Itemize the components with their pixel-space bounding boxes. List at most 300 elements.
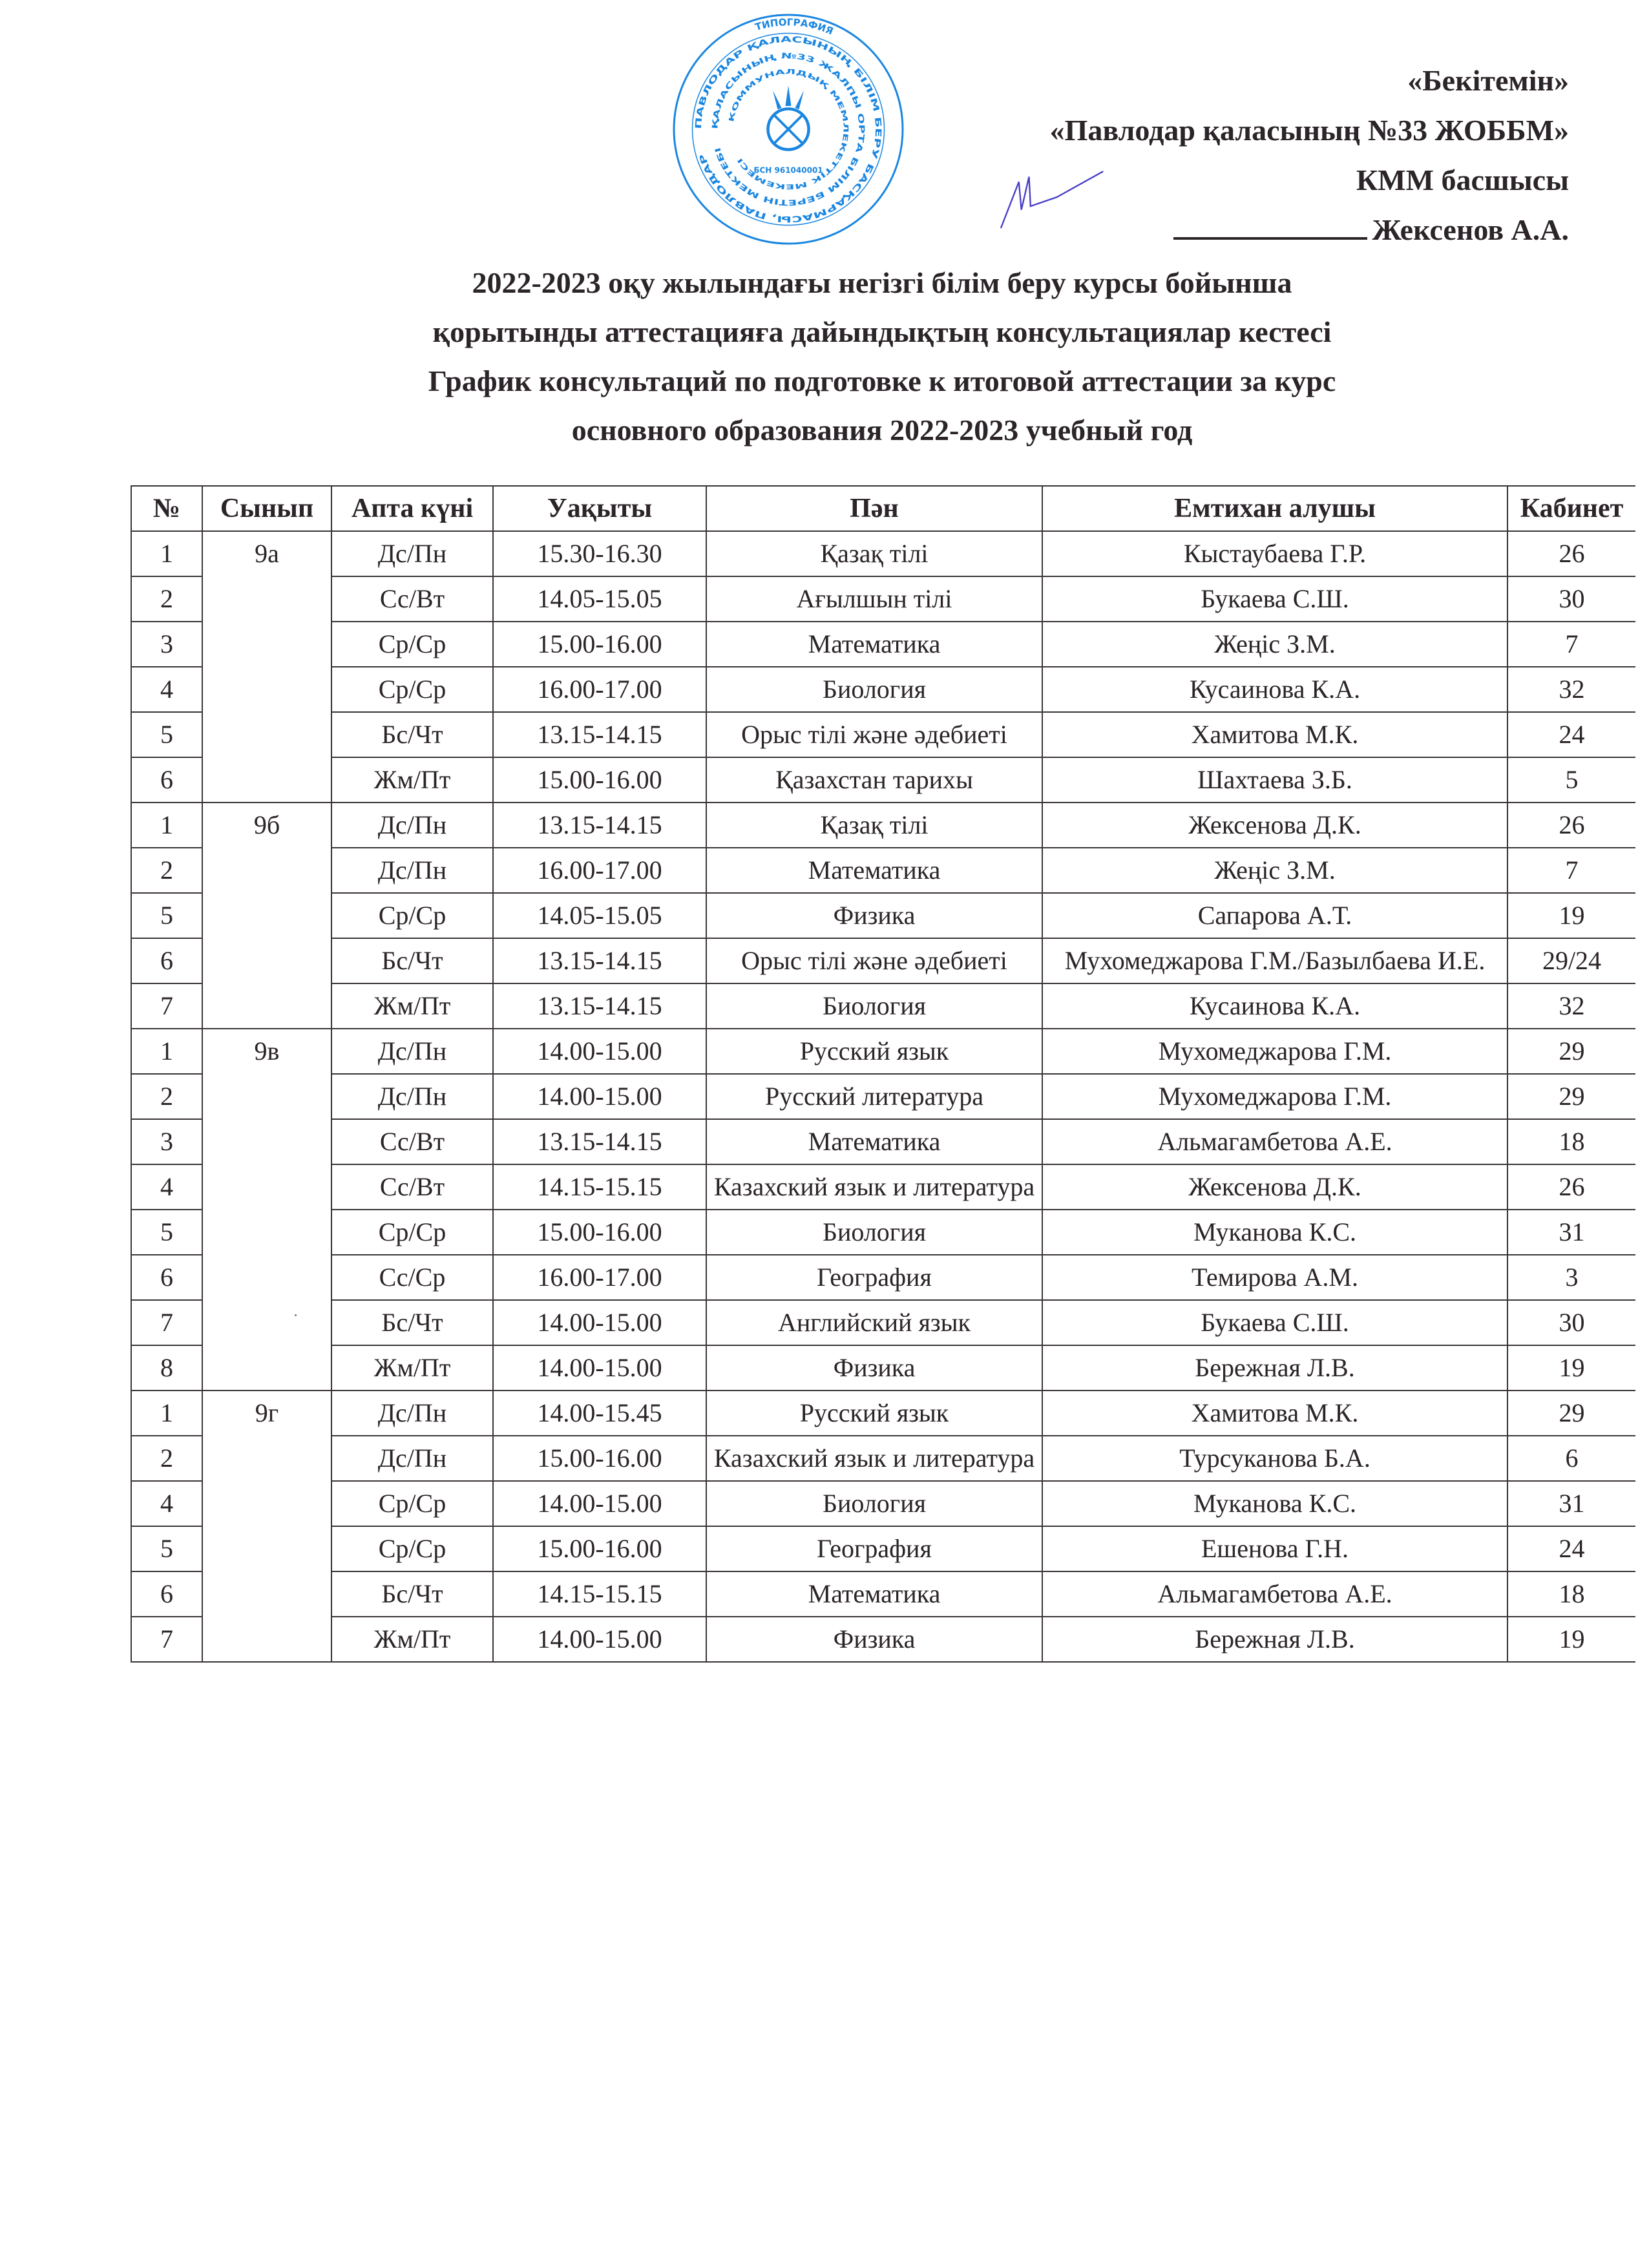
row-weekday: Дс/Пн bbox=[377, 1444, 447, 1473]
row-weekday: Сс/Ср bbox=[379, 1263, 446, 1292]
row-weekday-cell bbox=[331, 1391, 493, 1436]
row-time: 13.15-14.15 bbox=[537, 720, 662, 749]
row-examiner: Мухомеджарова Г.М. bbox=[1158, 1036, 1392, 1066]
row-room: 30 bbox=[1559, 584, 1585, 613]
table-row bbox=[131, 1300, 1635, 1345]
row-examiner: Ешенова Г.Н. bbox=[1201, 1534, 1349, 1563]
row-subject-cell bbox=[706, 1345, 1042, 1391]
row-room-cell bbox=[1507, 938, 1635, 983]
row-subject: Қазахстан тарихы bbox=[775, 765, 973, 794]
row-room-cell bbox=[1507, 1481, 1635, 1526]
row-number: 3 bbox=[160, 629, 173, 658]
row-time: 16.00-17.00 bbox=[537, 675, 662, 704]
row-subject-cell bbox=[706, 1300, 1042, 1345]
row-subject: Русский литература bbox=[764, 1082, 984, 1111]
row-weekday-cell bbox=[331, 1436, 493, 1481]
row-room-cell bbox=[1507, 1617, 1635, 1662]
row-time: 14.00-15.00 bbox=[537, 1308, 662, 1337]
row-weekday-cell bbox=[331, 1481, 493, 1526]
table-row bbox=[131, 667, 1635, 712]
row-subject: Математика bbox=[808, 1579, 941, 1608]
row-number-cell bbox=[131, 1255, 202, 1300]
row-room-cell bbox=[1507, 576, 1635, 622]
row-examiner: Муканова К.С. bbox=[1193, 1217, 1357, 1246]
row-examiner: Мухомеджарова Г.М./Базылбаева И.Е. bbox=[1064, 946, 1486, 975]
row-room: 26 bbox=[1559, 810, 1585, 839]
row-weekday-cell bbox=[331, 1571, 493, 1617]
official-stamp bbox=[672, 13, 905, 246]
row-room: 18 bbox=[1559, 1579, 1585, 1608]
row-time: 14.15-15.15 bbox=[537, 1579, 662, 1608]
table-row bbox=[131, 1164, 1635, 1210]
row-examiner: Кыстаубаева Г.Р. bbox=[1183, 539, 1367, 568]
row-weekday-cell bbox=[331, 1164, 493, 1210]
row-subject: Физика bbox=[833, 901, 916, 930]
row-number-cell bbox=[131, 1029, 202, 1074]
row-room: 29 bbox=[1559, 1082, 1585, 1111]
row-examiner-cell bbox=[1042, 1300, 1507, 1345]
row-room-cell bbox=[1507, 622, 1635, 667]
row-examiner: Бережная Л.В. bbox=[1195, 1353, 1355, 1382]
row-subject: Қазақ тілі bbox=[820, 539, 929, 568]
row-time: 14.05-15.05 bbox=[537, 584, 662, 613]
row-examiner-cell bbox=[1042, 1345, 1507, 1391]
row-weekday: Дс/Пн bbox=[377, 539, 447, 568]
row-subject-cell bbox=[706, 1571, 1042, 1617]
row-room: 6 bbox=[1565, 1444, 1579, 1473]
row-examiner: Букаева С.Ш. bbox=[1201, 1308, 1349, 1337]
row-time: 16.00-17.00 bbox=[537, 1263, 662, 1292]
row-number: 5 bbox=[160, 1534, 173, 1563]
row-subject-cell bbox=[706, 757, 1042, 803]
table-row bbox=[131, 1345, 1635, 1391]
row-subject: География bbox=[817, 1534, 932, 1563]
row-number: 5 bbox=[160, 901, 173, 930]
class-name: 9б bbox=[253, 810, 280, 839]
row-subject: Математика bbox=[808, 629, 941, 658]
row-number: 6 bbox=[160, 1263, 173, 1292]
stamp-id-text: БСН 961040001 bbox=[753, 165, 823, 175]
row-subject-cell bbox=[706, 1164, 1042, 1210]
row-number: 2 bbox=[160, 856, 173, 885]
class-group-cell bbox=[202, 803, 331, 1029]
row-weekday-cell bbox=[331, 1617, 493, 1662]
row-time: 15.00-16.00 bbox=[537, 765, 662, 794]
row-weekday-cell bbox=[331, 667, 493, 712]
row-room: 3 bbox=[1565, 1263, 1579, 1292]
row-weekday-cell bbox=[331, 1345, 493, 1391]
row-room-cell bbox=[1507, 1300, 1635, 1345]
row-room: 7 bbox=[1565, 856, 1579, 885]
class-group-cell bbox=[202, 1029, 331, 1391]
row-weekday: Ср/Ср bbox=[378, 901, 446, 930]
row-time-cell bbox=[493, 983, 706, 1029]
signature-underline bbox=[1173, 237, 1367, 240]
row-number-cell bbox=[131, 848, 202, 893]
row-time: 14.00-15.00 bbox=[537, 1624, 662, 1654]
row-weekday-cell bbox=[331, 576, 493, 622]
row-weekday: Дс/Пн bbox=[377, 1082, 447, 1111]
row-number: 1 bbox=[160, 1398, 173, 1427]
row-subject: Биология bbox=[822, 1217, 927, 1246]
row-number: 6 bbox=[160, 946, 173, 975]
row-number: 7 bbox=[160, 991, 173, 1020]
row-subject: Математика bbox=[808, 856, 941, 885]
row-time-cell bbox=[493, 1119, 706, 1164]
class-group-cell bbox=[202, 531, 331, 803]
row-number-cell bbox=[131, 1526, 202, 1571]
row-weekday-cell bbox=[331, 1029, 493, 1074]
row-weekday-cell bbox=[331, 983, 493, 1029]
row-time-cell bbox=[493, 1436, 706, 1481]
row-time-cell bbox=[493, 938, 706, 983]
row-room: 26 bbox=[1559, 1172, 1585, 1201]
row-subject-cell bbox=[706, 1526, 1042, 1571]
row-examiner-cell bbox=[1042, 576, 1507, 622]
row-examiner: Кусаинова К.А. bbox=[1189, 675, 1361, 704]
row-time-cell bbox=[493, 848, 706, 893]
row-number-cell bbox=[131, 1164, 202, 1210]
row-number-cell bbox=[131, 938, 202, 983]
table-row bbox=[131, 757, 1635, 803]
table-row bbox=[131, 531, 1635, 576]
row-number-cell bbox=[131, 576, 202, 622]
row-room: 31 bbox=[1559, 1217, 1585, 1246]
row-room: 32 bbox=[1559, 675, 1585, 704]
row-weekday: Жм/Пт bbox=[373, 765, 451, 794]
row-weekday-cell bbox=[331, 1526, 493, 1571]
row-subject: Физика bbox=[833, 1353, 916, 1382]
row-time-cell bbox=[493, 1255, 706, 1300]
row-number-cell bbox=[131, 803, 202, 848]
row-subject: Казахский язык и литература bbox=[713, 1172, 1035, 1201]
row-number: 6 bbox=[160, 765, 173, 794]
row-weekday-cell bbox=[331, 1300, 493, 1345]
approval-block bbox=[1050, 56, 1569, 255]
row-subject-cell bbox=[706, 1210, 1042, 1255]
row-weekday-cell bbox=[331, 757, 493, 803]
table-row bbox=[131, 938, 1635, 983]
title-line-ru-1: График консультаций по подготовке к итоговой аттестации за курс bbox=[428, 364, 1336, 397]
row-subject-cell bbox=[706, 803, 1042, 848]
stamp-emblem-rays bbox=[773, 86, 804, 110]
row-time: 16.00-17.00 bbox=[537, 856, 662, 885]
row-examiner-cell bbox=[1042, 1164, 1507, 1210]
row-subject: Физика bbox=[833, 1624, 916, 1654]
table-row bbox=[131, 576, 1635, 622]
table-row bbox=[131, 1481, 1635, 1526]
table-row bbox=[131, 1074, 1635, 1119]
row-time: 14.00-15.00 bbox=[537, 1353, 662, 1382]
row-examiner-cell bbox=[1042, 1119, 1507, 1164]
row-weekday: Сс/Вт bbox=[379, 1127, 445, 1156]
row-number-cell bbox=[131, 1119, 202, 1164]
row-examiner: Темирова А.М. bbox=[1192, 1263, 1358, 1292]
stamp-outer-text: ПАВЛОДАР ҚАЛАСЫНЫҢ БІЛІМ БЕРУ БАСҚАРМАСЫ, ПАВЛОДАР bbox=[693, 34, 883, 224]
row-subject-cell bbox=[706, 848, 1042, 893]
row-examiner: Альмагамбетова А.Е. bbox=[1157, 1127, 1392, 1156]
stamp-inner-text: ҚАЛАСЫНЫҢ №33 ЖАЛПЫ ОРТА БІЛІМ БЕРЕТІН МЕКТЕБІ bbox=[710, 51, 867, 207]
row-room-cell bbox=[1507, 1526, 1635, 1571]
row-time-cell bbox=[493, 1571, 706, 1617]
row-time-cell bbox=[493, 712, 706, 757]
row-number: 7 bbox=[160, 1308, 173, 1337]
row-room: 26 bbox=[1559, 539, 1585, 568]
row-weekday: Бс/Чт bbox=[381, 1579, 443, 1608]
row-subject: Английский язык bbox=[778, 1308, 971, 1337]
row-subject: Қазақ тілі bbox=[820, 810, 929, 839]
row-examiner-cell bbox=[1042, 1255, 1507, 1300]
row-number-cell bbox=[131, 622, 202, 667]
row-number-cell bbox=[131, 1436, 202, 1481]
row-number-cell bbox=[131, 712, 202, 757]
row-weekday: Ср/Ср bbox=[378, 1534, 446, 1563]
row-time: 14.00-15.45 bbox=[537, 1398, 662, 1427]
row-examiner-cell bbox=[1042, 893, 1507, 938]
row-number: 1 bbox=[160, 810, 173, 839]
row-subject-cell bbox=[706, 1391, 1042, 1436]
approve-signatory: Жексенов А.А. bbox=[1372, 213, 1569, 246]
table-row bbox=[131, 983, 1635, 1029]
table-row bbox=[131, 1436, 1635, 1481]
class-name: 9в bbox=[254, 1036, 280, 1066]
table-row bbox=[131, 848, 1635, 893]
row-number: 2 bbox=[160, 584, 173, 613]
signature-scribble bbox=[969, 162, 1124, 233]
row-examiner-cell bbox=[1042, 1074, 1507, 1119]
row-weekday: Дс/Пн bbox=[377, 1398, 447, 1427]
header-examiner: Емтихан алушы bbox=[1042, 486, 1507, 531]
row-number: 3 bbox=[160, 1127, 173, 1156]
row-subject-cell bbox=[706, 1119, 1042, 1164]
row-subject: Биология bbox=[822, 991, 927, 1020]
stamp-inner-text-2: КОММУНАЛДЫҚ МЕМЛЕКЕТТІК МЕКЕМЕСІ bbox=[728, 68, 850, 191]
row-subject-cell bbox=[706, 983, 1042, 1029]
row-number: 4 bbox=[160, 1172, 173, 1201]
title-line-ru-2: основного образования 2022-2023 учебный год bbox=[571, 414, 1193, 446]
row-number-cell bbox=[131, 757, 202, 803]
row-examiner-cell bbox=[1042, 1571, 1507, 1617]
row-examiner: Кусаинова К.А. bbox=[1189, 991, 1361, 1020]
row-subject: Русский язык bbox=[799, 1036, 949, 1066]
approve-signatory-line bbox=[1050, 205, 1569, 255]
row-number-cell bbox=[131, 983, 202, 1029]
row-examiner-cell bbox=[1042, 848, 1507, 893]
row-weekday-cell bbox=[331, 622, 493, 667]
row-examiner: Муканова К.С. bbox=[1193, 1489, 1357, 1518]
row-subject: Орыс тілі және әдебиеті bbox=[741, 946, 1007, 975]
header-subject: Пән bbox=[706, 486, 1042, 531]
row-room-cell bbox=[1507, 1210, 1635, 1255]
row-time: 14.05-15.05 bbox=[537, 901, 662, 930]
row-examiner: Букаева С.Ш. bbox=[1201, 584, 1349, 613]
row-weekday-cell bbox=[331, 938, 493, 983]
row-examiner-cell bbox=[1042, 1617, 1507, 1662]
row-number: 1 bbox=[160, 1036, 173, 1066]
row-number: 5 bbox=[160, 720, 173, 749]
row-examiner-cell bbox=[1042, 1436, 1507, 1481]
row-room: 32 bbox=[1559, 991, 1585, 1020]
row-subject: Русский язык bbox=[799, 1398, 949, 1427]
row-subject-cell bbox=[706, 1436, 1042, 1481]
row-time: 14.00-15.00 bbox=[537, 1082, 662, 1111]
row-subject-cell bbox=[706, 712, 1042, 757]
header-time: Уақыты bbox=[493, 486, 706, 531]
row-room-cell bbox=[1507, 1255, 1635, 1300]
table-row bbox=[131, 1029, 1635, 1074]
row-time-cell bbox=[493, 893, 706, 938]
table-row bbox=[131, 1255, 1635, 1300]
row-room: 18 bbox=[1559, 1127, 1585, 1156]
row-time-cell bbox=[493, 531, 706, 576]
row-subject: Казахский язык и литература bbox=[713, 1444, 1035, 1473]
row-weekday-cell bbox=[331, 893, 493, 938]
title-line-kz-2: қорытынды аттестацияға дайындықтың консультациялар кестесі bbox=[432, 315, 1332, 348]
row-time-cell bbox=[493, 1074, 706, 1119]
row-weekday: Жм/Пт bbox=[373, 991, 451, 1020]
row-time-cell bbox=[493, 1391, 706, 1436]
row-examiner-cell bbox=[1042, 1481, 1507, 1526]
row-room-cell bbox=[1507, 1164, 1635, 1210]
header-weekday: Апта күні bbox=[331, 486, 493, 531]
row-examiner: Жеңіс З.М. bbox=[1214, 629, 1336, 658]
row-room-cell bbox=[1507, 1074, 1635, 1119]
row-subject-cell bbox=[706, 893, 1042, 938]
row-weekday: Бс/Чт bbox=[381, 720, 443, 749]
row-number-cell bbox=[131, 531, 202, 576]
row-subject-cell bbox=[706, 531, 1042, 576]
row-subject-cell bbox=[706, 938, 1042, 983]
table-body bbox=[131, 531, 1635, 1662]
row-examiner: Альмагамбетова А.Е. bbox=[1157, 1579, 1392, 1608]
row-time: 13.15-14.15 bbox=[537, 1127, 662, 1156]
row-room-cell bbox=[1507, 1436, 1635, 1481]
row-subject: Биология bbox=[822, 1489, 927, 1518]
row-room: 29 bbox=[1559, 1036, 1585, 1066]
row-examiner-cell bbox=[1042, 712, 1507, 757]
row-number: 4 bbox=[160, 1489, 173, 1518]
row-time-cell bbox=[493, 1164, 706, 1210]
row-number-cell bbox=[131, 1481, 202, 1526]
row-subject-cell bbox=[706, 576, 1042, 622]
row-examiner-cell bbox=[1042, 1029, 1507, 1074]
row-weekday-cell bbox=[331, 1210, 493, 1255]
row-number: 2 bbox=[160, 1444, 173, 1473]
row-time: 15.00-16.00 bbox=[537, 1444, 662, 1473]
class-name: 9а bbox=[255, 539, 279, 568]
approve-label: «Бекітемін» bbox=[1407, 64, 1569, 97]
header-class: Сынып bbox=[202, 486, 331, 531]
row-time: 15.00-16.00 bbox=[537, 1217, 662, 1246]
row-examiner-cell bbox=[1042, 938, 1507, 983]
table-row bbox=[131, 1119, 1635, 1164]
header-room: Кабинет bbox=[1507, 486, 1635, 531]
row-time: 15.00-16.00 bbox=[537, 629, 662, 658]
row-number-cell bbox=[131, 1345, 202, 1391]
row-weekday-cell bbox=[331, 1119, 493, 1164]
row-subject: Ағылшын тілі bbox=[796, 584, 952, 613]
row-number-cell bbox=[131, 1210, 202, 1255]
row-room-cell bbox=[1507, 983, 1635, 1029]
row-weekday: Ср/Ср bbox=[378, 675, 446, 704]
row-weekday: Бс/Чт bbox=[381, 1308, 443, 1337]
row-examiner-cell bbox=[1042, 983, 1507, 1029]
row-time: 14.15-15.15 bbox=[537, 1172, 662, 1201]
row-subject-cell bbox=[706, 1255, 1042, 1300]
row-room: 30 bbox=[1559, 1308, 1585, 1337]
row-number: 1 bbox=[160, 539, 173, 568]
table-row bbox=[131, 1571, 1635, 1617]
row-subject-cell bbox=[706, 1481, 1042, 1526]
table-row bbox=[131, 622, 1635, 667]
row-room-cell bbox=[1507, 667, 1635, 712]
row-examiner: Сапарова А.Т. bbox=[1197, 901, 1352, 930]
row-subject-cell bbox=[706, 1074, 1042, 1119]
row-room-cell bbox=[1507, 1391, 1635, 1436]
table-row bbox=[131, 1617, 1635, 1662]
row-weekday: Дс/Пн bbox=[377, 810, 447, 839]
row-subject: Биология bbox=[822, 675, 927, 704]
table-row bbox=[131, 1526, 1635, 1571]
row-time: 15.00-16.00 bbox=[537, 1534, 662, 1563]
row-subject-cell bbox=[706, 1617, 1042, 1662]
row-room-cell bbox=[1507, 757, 1635, 803]
row-room: 5 bbox=[1565, 765, 1579, 794]
row-number-cell bbox=[131, 1617, 202, 1662]
row-room-cell bbox=[1507, 531, 1635, 576]
row-room-cell bbox=[1507, 712, 1635, 757]
row-room-cell bbox=[1507, 1029, 1635, 1074]
row-weekday: Жм/Пт bbox=[373, 1353, 451, 1382]
row-number-cell bbox=[131, 667, 202, 712]
table-row bbox=[131, 893, 1635, 938]
row-weekday-cell bbox=[331, 531, 493, 576]
row-time-cell bbox=[493, 1526, 706, 1571]
row-room: 29 bbox=[1559, 1398, 1585, 1427]
row-examiner: Жексенова Д.К. bbox=[1188, 1172, 1361, 1201]
stamp-rim-text: ТИПОГРАФИЯ bbox=[753, 16, 835, 37]
row-room: 24 bbox=[1559, 720, 1585, 749]
row-examiner: Хамитова М.К. bbox=[1191, 720, 1359, 749]
row-weekday: Ср/Ср bbox=[378, 629, 446, 658]
row-examiner: Жексенова Д.К. bbox=[1188, 810, 1361, 839]
row-examiner-cell bbox=[1042, 531, 1507, 576]
row-room: 29/24 bbox=[1542, 946, 1602, 975]
row-time: 13.15-14.15 bbox=[537, 810, 662, 839]
row-weekday: Жм/Пт bbox=[373, 1624, 451, 1654]
row-room-cell bbox=[1507, 803, 1635, 848]
row-examiner-cell bbox=[1042, 622, 1507, 667]
row-room-cell bbox=[1507, 848, 1635, 893]
table-row bbox=[131, 803, 1635, 848]
row-time-cell bbox=[493, 1300, 706, 1345]
table-row bbox=[131, 1210, 1635, 1255]
row-room: 19 bbox=[1559, 901, 1585, 930]
row-examiner-cell bbox=[1042, 1526, 1507, 1571]
row-weekday-cell bbox=[331, 712, 493, 757]
row-subject: География bbox=[817, 1263, 932, 1292]
row-time-cell bbox=[493, 576, 706, 622]
row-examiner: Турсуканова Б.А. bbox=[1179, 1444, 1371, 1473]
row-examiner: Бережная Л.В. bbox=[1195, 1624, 1355, 1654]
row-subject-cell bbox=[706, 667, 1042, 712]
row-number: 8 bbox=[160, 1353, 173, 1382]
row-number-cell bbox=[131, 1571, 202, 1617]
row-weekday: Бс/Чт bbox=[381, 946, 443, 975]
row-time: 14.00-15.00 bbox=[537, 1036, 662, 1066]
row-time: 15.30-16.30 bbox=[537, 539, 662, 568]
row-time-cell bbox=[493, 622, 706, 667]
